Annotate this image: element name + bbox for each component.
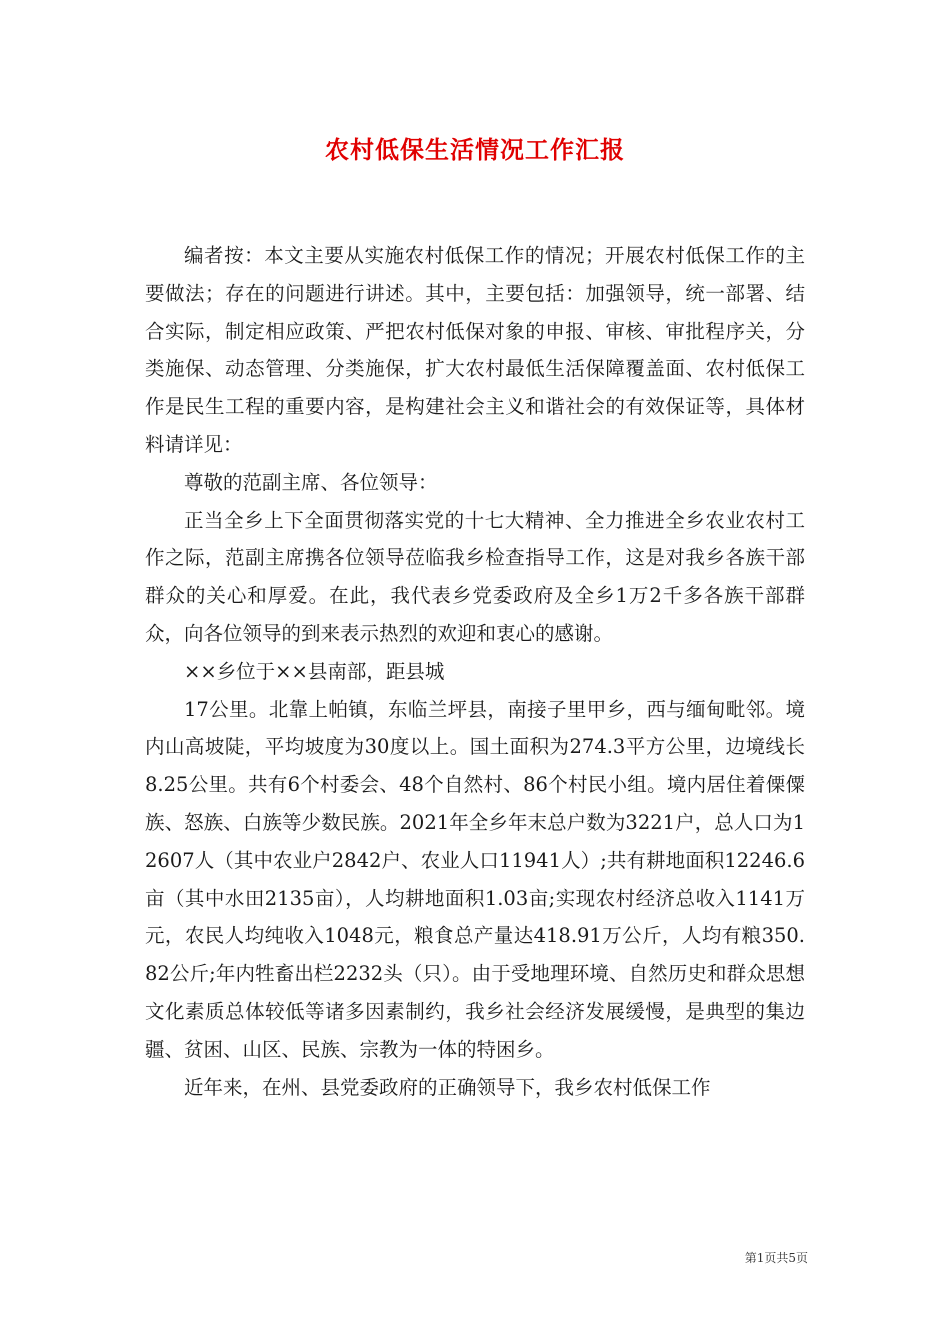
paragraph-editor-note: 编者按：本文主要从实施农村低保工作的情况；开展农村低保工作的主要做法；存在的问题进行讲述。其中，主要包括：加强领导，统一部署、结合实际，制定相应政策、严把农村低保对象的申报、审核、审批程序关，分类施保、动态管理、分类施保，扩大农村最低生活保障覆盖面、农村低保工作是民生工程的重要内容，是构建社会主义和谐社会的有效保证等，具体材料请详见：: [145, 244, 805, 456]
page-number: 第1页共5页: [744, 1251, 808, 1265]
document-title: 农村低保生活情况工作汇报: [325, 135, 625, 164]
document-body: [145, 237, 805, 1106]
paragraph-welcome: 正当全乡上下全面贯彻落实党的十七大精神、全力推进全乡农业农村工作之际，范副主席携各位领导莅临我乡检查指导工作，这是对我乡各族干部群众的关心和厚爱。在此，我代表乡党委政府及全乡1万2千多各族干部群众，向各位领导的到来表示热烈的欢迎和衷心的感谢。: [145, 508, 805, 645]
paragraph-salutation: 尊敬的范副主席、各位领导：: [184, 470, 438, 494]
paragraph-location: ××乡位于××县南部，距县城: [184, 659, 445, 683]
paragraph-recent-years: 近年来，在州、县党委政府的正确领导下，我乡农村低保工作: [184, 1075, 711, 1099]
paragraph-overview: 17公里。北靠上帕镇，东临兰坪县，南接子里甲乡，西与缅甸毗邻。境内山高坡陡，平均坡度为30度以上。国土面积为274.3平方公里，边境线长8.25公里。共有6个村委会、48个自然村、86个村民小组。境内居住着傈僳族、怒族、白族等少数民族。2021年全乡年末总户数为3221户，总人口为12607人（其中农业户2842户、农业人口11941人）;共有耕地面积12246.6亩（其中水田2135亩），人均耕地面积1.03亩;实现农村经济总收入1141万元，农民人均纯收入1048元，粮食总产量达418.91万公斤，人均有粮350.82公斤;年内牲畜出栏2232头（只）。由于受地理环境、自然历史和群众思想文化素质总体较低等诸多因素制约，我乡社会经济发展缓慢，是典型的集边疆、贫困、山区、民族、宗教为一体的特困乡。: [145, 697, 805, 1061]
